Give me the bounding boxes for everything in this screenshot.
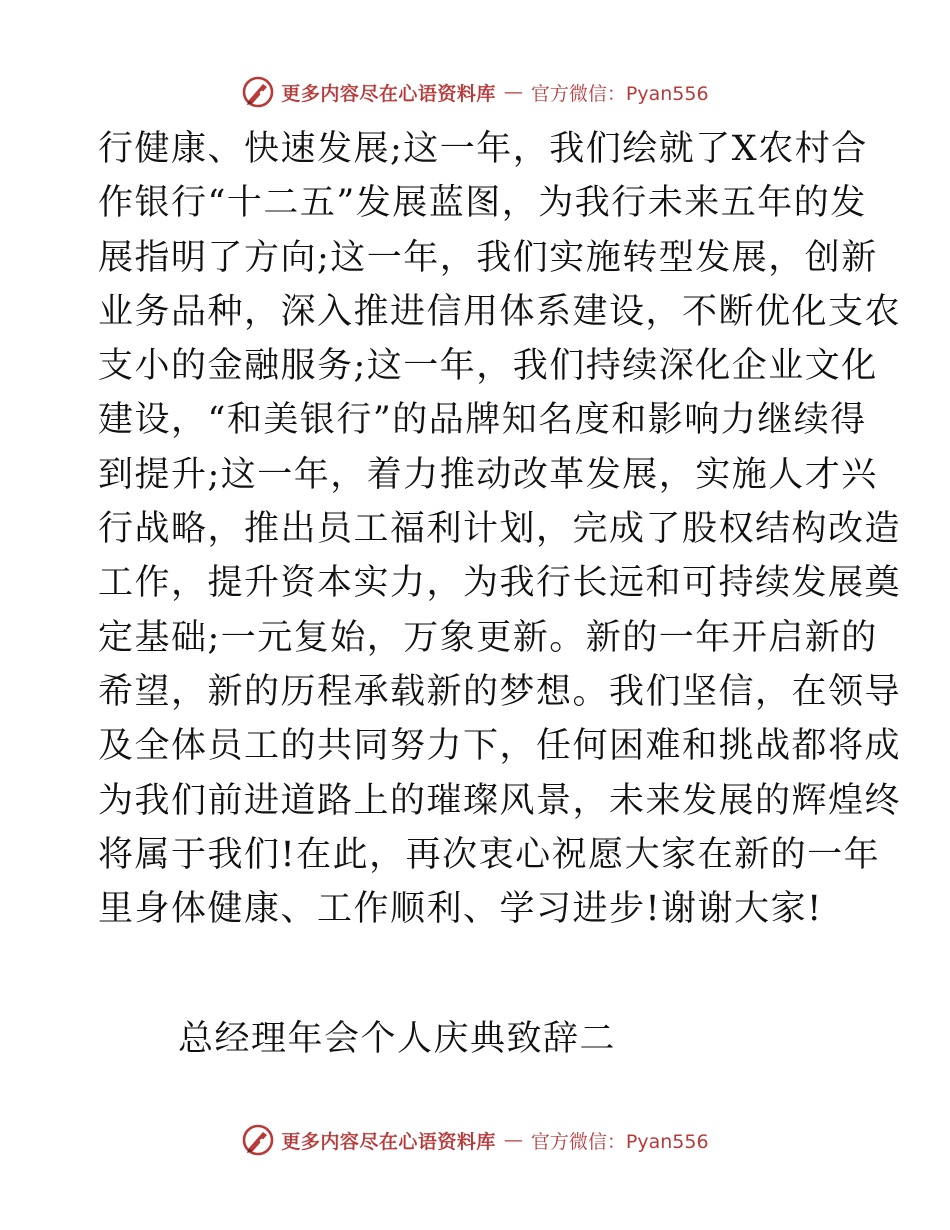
body-line: 里身体健康、工作顺利、学习进步!谢谢大家! xyxy=(98,889,823,930)
pen-logo-icon xyxy=(241,1123,275,1157)
banner-contact: 官方微信：Pyan556 xyxy=(530,1130,709,1153)
body-line: 作银行“十二五”发展蓝图，为我行未来五年的发 xyxy=(98,183,867,224)
body-line: 到提升;这一年，着力推动改革发展，实施人才兴 xyxy=(98,454,878,495)
banner-dash: — xyxy=(503,81,523,103)
body-line: 行健康、快速发展;这一年，我们绘就了X农村合 xyxy=(98,129,868,169)
body-line: 展指明了方向;这一年，我们实施转型发展，创新 xyxy=(98,237,878,278)
body-line: 支小的金融服务;这一年，我们持续深化企业文化 xyxy=(98,346,878,387)
page-header-banner xyxy=(0,70,950,114)
body-line: 希望，新的历程承载新的梦想。我们坚信，在领导 xyxy=(98,671,902,712)
page-footer-banner xyxy=(0,1118,950,1162)
section-heading: 总经理年会个人庆典致辞二 xyxy=(178,1019,617,1059)
document-body xyxy=(98,122,902,936)
banner-text: 更多内容尽在心语资料库 xyxy=(281,82,496,105)
body-line: 建设，“和美银行”的品牌知名度和影响力继续得 xyxy=(98,400,867,441)
banner-dash: — xyxy=(503,1129,523,1151)
body-line: 为我们前进道路上的璀璨风景，未来发展的辉煌终 xyxy=(98,780,902,821)
banner-text: 更多内容尽在心语资料库 xyxy=(281,1130,496,1153)
body-line: 行战略，推出员工福利计划，完成了股权结构改造 xyxy=(98,509,902,550)
body-line: 及全体员工的共同努力下，任何困难和挑战都将成 xyxy=(98,726,902,767)
pen-logo-icon xyxy=(241,75,275,109)
banner-contact: 官方微信：Pyan556 xyxy=(530,82,709,105)
body-line: 业务品种，深入推进信用体系建设，不断优化支农 xyxy=(98,291,902,332)
body-line: 将属于我们!在此，再次衷心祝愿大家在新的一年 xyxy=(98,834,881,875)
body-line: 定基础;一元复始，万象更新。新的一年开启新的 xyxy=(98,617,878,658)
body-line: 工作，提升资本实力，为我行长远和可持续发展奠 xyxy=(98,563,902,604)
